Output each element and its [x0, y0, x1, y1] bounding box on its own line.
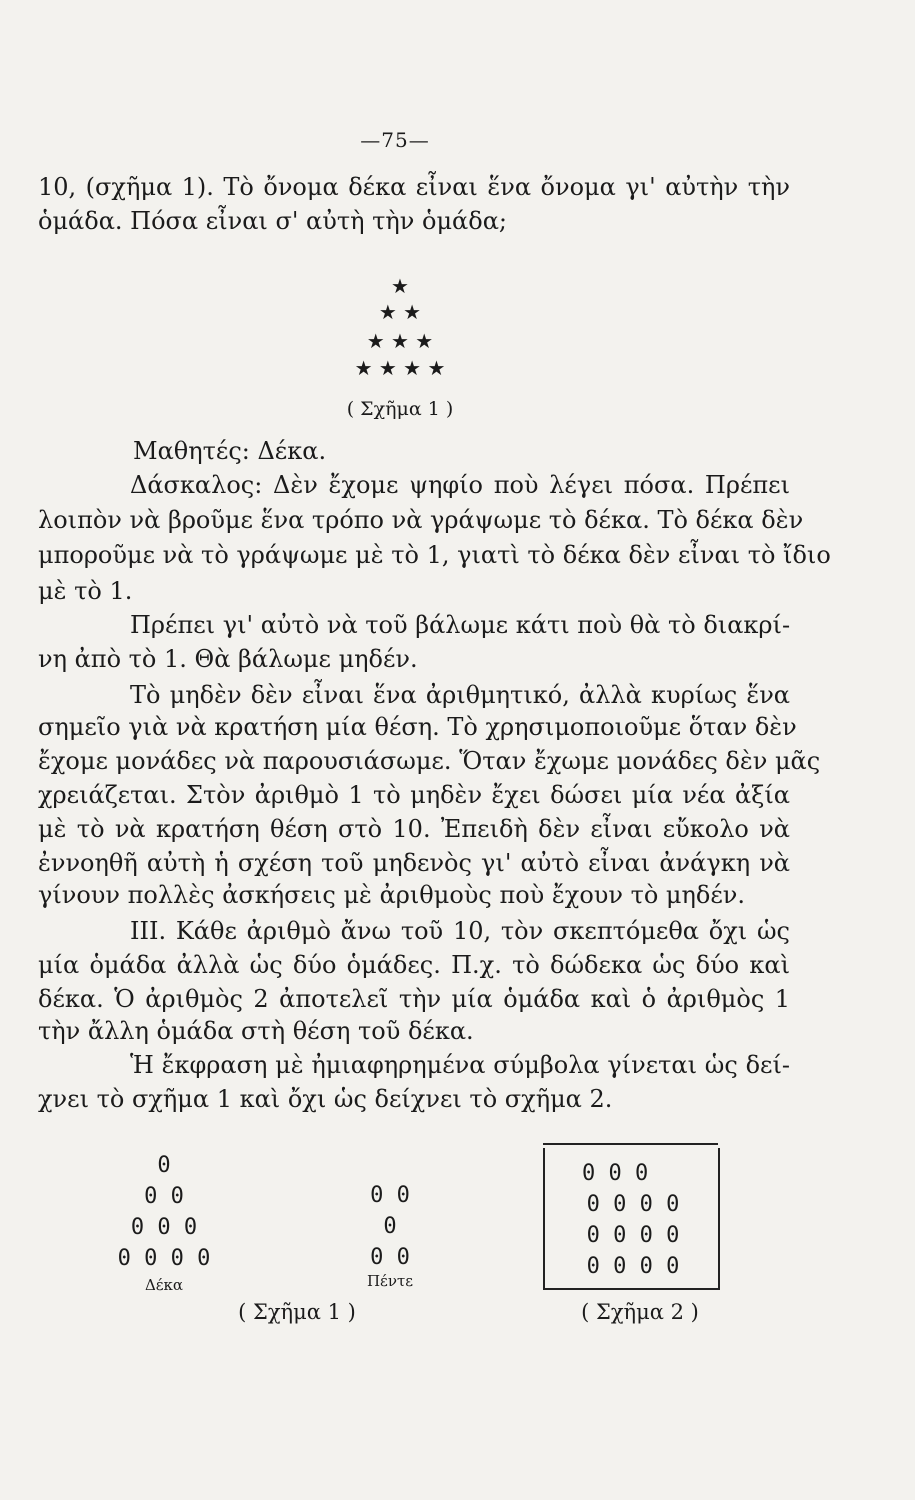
text-line: Ἡ ἔκφραση μὲ ἠμιαφηρημένα σύμβολα γίνεται ὡς δεί-	[130, 1051, 790, 1079]
text-line: τὴν ἄλλη ὁμάδα στὴ θέση τοῦ δέκα.	[38, 1017, 474, 1045]
pente-row: 0 0	[370, 1245, 410, 1270]
fig2-row: 0 0 0 0	[586, 1254, 680, 1279]
text-line: μὲ τὸ νὰ κρατήση θέση στὸ 10. Ἐπειδὴ δὲν εἶναι εὔκολο νὰ	[38, 815, 790, 843]
pente-label: Πέντε	[366, 1272, 414, 1290]
deka-triangle	[108, 1150, 220, 1274]
fig2-row: 0 0 0	[582, 1161, 649, 1186]
text-line: μποροῦμε νὰ τὸ γράψωμε μὲ τὸ 1, γιατὶ τὸ δέκα δὲν εἶναι τὸ ἴδιο	[38, 541, 831, 569]
star-row: ★ ★ ★	[366, 329, 434, 353]
fig2-row: 0 0 0 0	[586, 1192, 680, 1217]
star-row: ★ ★ ★ ★	[354, 356, 446, 380]
figure-caption: ( Σχῆμα 1 )	[346, 398, 454, 420]
text-line: σημεῖο γιὰ νὰ κρατήση μία θέση. Τὸ χρησιμοποιοῦμε ὅταν δὲν	[38, 713, 797, 741]
text-line: νη ἀπὸ τὸ 1. Θὰ βάλωμε μηδέν.	[38, 645, 418, 673]
pente-row: 0 0	[370, 1183, 410, 1208]
deka-row: 0 0	[144, 1184, 184, 1209]
fig2-row: 0 0 0 0	[586, 1223, 680, 1248]
star-row: ★	[391, 274, 409, 298]
deka-label: Δέκα	[144, 1276, 184, 1294]
text-line: ἔχομε μονάδες νὰ παρουσιάσωμε. Ὅταν ἔχωμε μονάδες δὲν μᾶς	[38, 747, 821, 775]
text-line: λοιπὸν νὰ βροῦμε ἕνα τρόπο νὰ γράψωμε τὸ δέκα. Τὸ δέκα δὲν	[38, 506, 804, 534]
figure2-caption: ( Σχῆμα 2 )	[581, 1300, 699, 1324]
text-line: 10, (σχῆμα 1). Τὸ ὄνομα δέκα εἶναι ἕνα ὄνομα γι' αὐτὴν τὴν	[38, 173, 790, 201]
text-line: ὁμάδα. Πόσα εἶναι σ' αὐτὴ τὴν ὁμάδα;	[38, 207, 508, 235]
text-line: μία ὁμάδα ἀλλὰ ὡς δύο ὁμάδες. Π.χ. τὸ δώδεκα ὡς δύο καὶ	[38, 951, 790, 979]
text-line: ἐννοηθῆ αὐτὴ ἡ σχέση τοῦ μηδενὸς γι' αὐτὸ εἶναι ἀνάγκη νὰ	[38, 849, 790, 877]
deka-row: 0 0 0 0	[117, 1246, 211, 1271]
star-row: ★ ★	[378, 300, 422, 324]
figure1-caption: ( Σχῆμα 1 )	[238, 1300, 356, 1324]
text-line: χρειάζεται. Στὸν ἀριθμὸ 1 τὸ μηδὲν ἔχει δώσει μία νέα ἀξία	[38, 781, 790, 809]
page-number: —75—	[360, 128, 430, 152]
text-line: χνει τὸ σχῆμα 1 καὶ ὄχι ὡς δείχνει τὸ σχῆμα 2.	[38, 1085, 613, 1113]
text-line: Τὸ μηδὲν δὲν εἶναι ἕνα ἀριθμητικό, ἀλλὰ κυρίως ἕνα	[130, 681, 790, 709]
text-line: Δάσκαλος: Δὲν ἔχομε ψηφίο ποὺ λέγει πόσα. Πρέπει	[130, 471, 790, 499]
deka-row: 0	[157, 1153, 171, 1178]
text-line: Πρέπει γι' αὐτὸ νὰ τοῦ βάλωμε κάτι ποὺ θὰ τὸ διακρί-	[130, 611, 791, 639]
figure2-box-top	[543, 1143, 718, 1146]
pente-figure	[350, 1180, 430, 1273]
text-line: γίνουν πολλὲς ἀσκήσεις μὲ ἀριθμοὺς ποὺ ἔχουν τὸ μηδέν.	[38, 881, 746, 909]
figure2-grid	[570, 1158, 696, 1282]
text-line: δέκα. Ὁ ἀριθμὸς 2 ἀποτελεῖ τὴν μία ὁμάδα καὶ ὁ ἀριθμὸς 1	[38, 985, 790, 1013]
pente-row: 0	[383, 1214, 397, 1239]
deka-row: 0 0 0	[130, 1215, 198, 1240]
text-line: μὲ τὸ 1.	[38, 577, 133, 605]
text-line: Μαθητές: Δέκα.	[133, 437, 327, 465]
text-line: ΙΙΙ. Κάθε ἀριθμὸ ἄνω τοῦ 10, τὸν σκεπτόμεθα ὄχι ὡς	[130, 917, 790, 945]
